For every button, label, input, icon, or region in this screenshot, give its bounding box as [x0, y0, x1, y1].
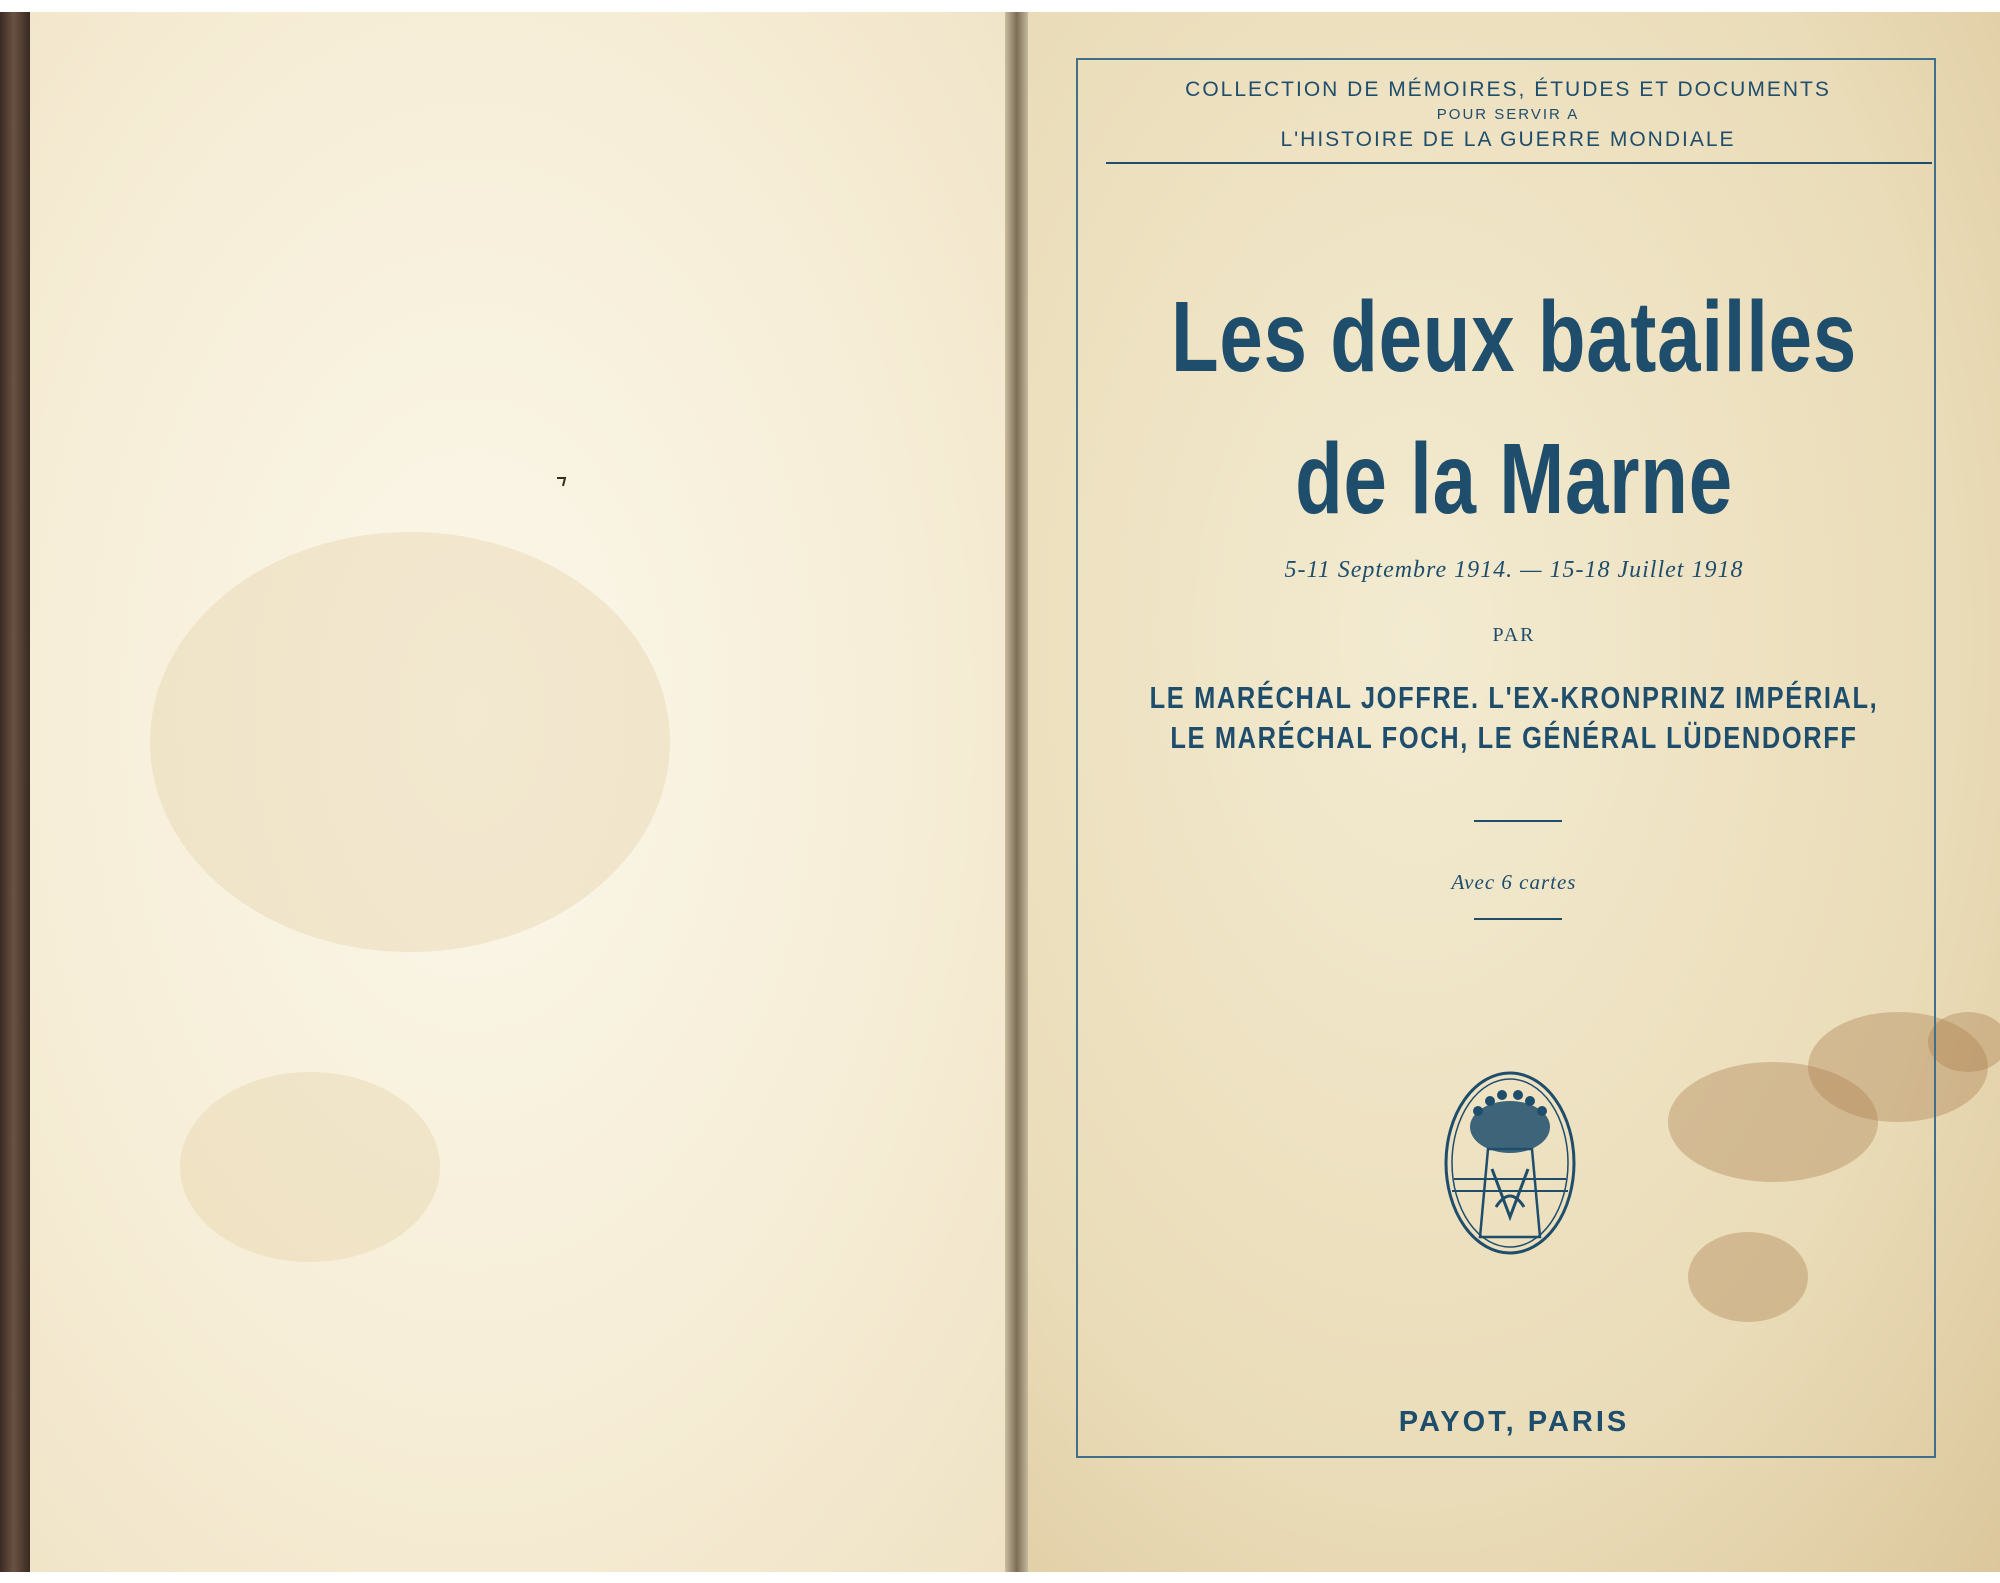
- short-rule-bottom: [1474, 918, 1562, 920]
- water-stain: [1928, 1012, 2000, 1072]
- wheat-sheaf-emblem-icon: [1440, 1067, 1580, 1259]
- publisher: PAYOT, PARIS: [1398, 1406, 1630, 1438]
- title-page: [1028, 12, 2000, 1572]
- maps-note: Avec 6 cartes: [1451, 870, 1577, 894]
- book-title-line-1: Les deux batailles: [1170, 281, 1857, 393]
- collection-line-1: COLLECTION DE MÉMOIRES, ÉTUDES ET DOCUMENTS: [1185, 78, 1831, 101]
- collection-line-3: L'HISTOIRE DE LA GUERRE MONDIALE: [1280, 128, 1736, 151]
- ink-speck-icon: [555, 474, 569, 488]
- short-rule-top: [1474, 820, 1562, 822]
- authors-line-2: LE MARÉCHAL FOCH, LE GÉNÉRAL LÜDENDORFF: [1170, 720, 1858, 755]
- header-rule: [1106, 162, 1932, 164]
- by-label: PAR: [1492, 624, 1536, 646]
- book-spine-edge: [0, 12, 34, 1572]
- book-title-line-2: de la Marne: [1295, 423, 1733, 535]
- left-blank-page: [30, 12, 1010, 1572]
- paper-stain: [180, 1072, 440, 1262]
- authors-line-1: LE MARÉCHAL JOFFRE. L'EX-KRONPRINZ IMPÉRIAL,: [1149, 680, 1879, 715]
- paper-stain: [150, 532, 670, 952]
- battle-dates: 5-11 Septembre 1914. — 15-18 Juillet 1918: [1284, 557, 1744, 583]
- collection-line-2: POUR SERVIR A: [1436, 106, 1580, 123]
